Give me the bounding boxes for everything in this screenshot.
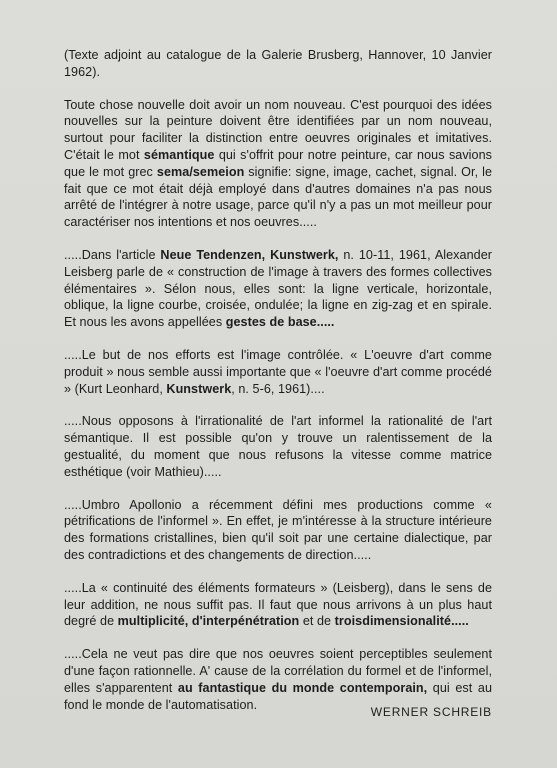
paragraph-8 (64, 646, 492, 713)
paragraph-5 (64, 413, 492, 480)
bold-term: troisdimensionalité..... (334, 614, 469, 629)
text-run: .....La « continuité des éléments formateurs » (Leisberg), dans le sens de leur addition, ne nous suffit pas. Il faut que nous arrivons à un plus haut degré de (64, 580, 492, 629)
bold-term: sémantique (143, 147, 215, 162)
text-run: .....Umbro Apollonio a récemment défini mes productions comme « pétrifications de l'informel ». En effet, je m'intéresse à la structure intérieure des formations cristallines, bien qu'il soit par une certaine dialectique, par des contradictions et des changements de direction..... (64, 497, 492, 562)
text-run: .....Cela ne veut pas dire que nos oeuvres soient perceptibles seulement d'une façon rationnelle. A' cause de la corrélation du formel et de l'informel, elles s'apparentent (64, 647, 492, 695)
bold-term: Neue Tendenzen, Kunstwerk, (160, 247, 339, 262)
bold-term: multiplicité, d'interpénétration (117, 614, 300, 629)
paragraph-4 (64, 347, 492, 397)
text-run: n. 10-11, 1961, Alexander Leisberg parle de « construction de l'image à travers des formes collectives élémentaires ». Sélon nous, elles sont: la ligne verticale, horizontale, oblique, la ligne courbe, croisée, ondulée; la ligne en zig-zag et en spirale. Et nous les avons appellées (64, 247, 492, 330)
text-run: Toute chose nouvelle doit avoir un nom nouveau. C'est pourquoi des idées nouvelles sur la peinture doivent être identifiées par un nom nouveau, surtout pour faciliter la distinction entre oeuvres originales et imitatives. C'était le mot (64, 97, 492, 162)
paragraph-2 (64, 97, 492, 231)
text-run: qui est au fond le monde de l'automatisation. (64, 680, 492, 712)
text-run: .....Nous opposons à l'irrationalité de l'art informel la rationalité de l'art sémantique. Il est possible qu'on y trouve un ralentissement de la gestualité, du moment que nous refusons la vitesse comme matrice esthétique (voir Mathieu)..... (64, 414, 492, 479)
paragraph-1 (64, 47, 492, 81)
text-run: qui s'offrit pour notre peinture, car nous savions que le mot grec (64, 147, 492, 179)
author-signature: WERNER SCHREIB (370, 705, 492, 719)
text-run: .....Le but de nos efforts est l'image contrôlée. « L'oeuvre d'art comme produit » nous semble aussi importante que « l'oeuvre d'art comme procédé » (Kurt Leonhard, (64, 347, 492, 396)
paragraph-3 (64, 247, 492, 331)
text-run: .....Dans l'article (64, 247, 161, 262)
text-run: signifie: signe, image, cachet, signal. Or, le fait que ce mot était déjà employé dans d'autres domaines n'a pas nous arrêté de l'intégrer à notre usage, parce qu'il n'y a pas un mot meilleur pour caractériser nos intentions et nos oeuvres..... (64, 164, 492, 230)
bold-term: sema/semeion (156, 164, 245, 179)
body-text (64, 47, 492, 713)
text-run: (Texte adjoint au catalogue de la Galerie Brusberg, Hannover, 10 Janvier 1962). (64, 48, 492, 79)
text-run: , n. 5-6, 1961).... (231, 381, 325, 396)
bold-term: au fantastique du monde contemporain, (177, 680, 428, 695)
bold-term: gestes de base..... (225, 315, 335, 330)
text-run: et de (299, 614, 335, 629)
bold-term: Kunstwerk (166, 381, 232, 396)
paragraph-7 (64, 580, 492, 630)
paragraph-6 (64, 497, 492, 564)
